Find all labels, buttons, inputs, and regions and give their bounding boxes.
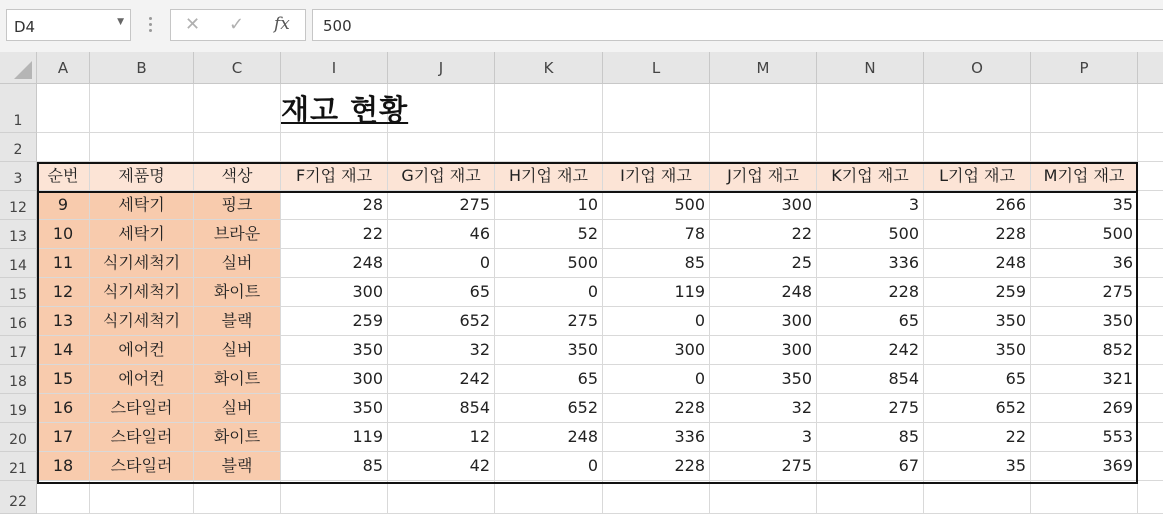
- cell-empty[interactable]: [1031, 481, 1138, 514]
- cell-empty[interactable]: [37, 133, 90, 162]
- row-header-18[interactable]: [0, 365, 37, 394]
- table-data-cell[interactable]: 350: [1031, 307, 1138, 336]
- drag-handle-icon[interactable]: [143, 15, 157, 35]
- table-key-cell[interactable]: 12: [37, 278, 90, 307]
- table-data-cell[interactable]: 35: [1031, 191, 1138, 220]
- row-number: 13: [9, 229, 27, 245]
- row-header-21[interactable]: [0, 452, 37, 481]
- table-data-cell[interactable]: 22: [710, 220, 817, 249]
- table-data-cell[interactable]: 300: [281, 278, 388, 307]
- table-key-cell[interactable]: 10: [37, 220, 90, 249]
- row-header-19[interactable]: [0, 394, 37, 423]
- table-data-cell[interactable]: 35: [924, 452, 1031, 481]
- cell-empty[interactable]: [1138, 133, 1163, 162]
- row-number: 12: [9, 200, 27, 216]
- cancel-icon[interactable]: ✕: [185, 14, 201, 35]
- table-data-cell[interactable]: 248: [281, 249, 388, 278]
- row-number: 1: [13, 113, 23, 129]
- cell-empty[interactable]: [388, 133, 495, 162]
- table-key-cell[interactable]: 세탁기: [90, 191, 194, 220]
- cell-empty[interactable]: [710, 84, 817, 133]
- table-data-cell[interactable]: 0: [388, 249, 495, 278]
- table-data-cell[interactable]: 10: [495, 191, 603, 220]
- cell-empty[interactable]: [1138, 84, 1163, 133]
- cell-empty[interactable]: [603, 133, 710, 162]
- name-box-value: D4: [14, 18, 36, 36]
- cell-empty[interactable]: [603, 84, 710, 133]
- table-data-cell[interactable]: 266: [924, 191, 1031, 220]
- table-key-cell[interactable]: 17: [37, 423, 90, 452]
- cell-empty[interactable]: [1138, 220, 1163, 249]
- table-key-cell[interactable]: 에어컨: [90, 365, 194, 394]
- table-key-cell[interactable]: 16: [37, 394, 90, 423]
- table-data-cell[interactable]: 0: [603, 307, 710, 336]
- cell-empty[interactable]: [90, 481, 194, 514]
- table-data-cell[interactable]: 854: [817, 365, 924, 394]
- table-data-cell[interactable]: 500: [817, 220, 924, 249]
- table-data-cell[interactable]: 500: [1031, 220, 1138, 249]
- cell-empty[interactable]: [817, 133, 924, 162]
- cell-empty[interactable]: [1138, 365, 1163, 394]
- table-data-cell[interactable]: 300: [710, 336, 817, 365]
- column-header-o[interactable]: O: [924, 52, 1031, 84]
- table-data-cell[interactable]: 242: [388, 365, 495, 394]
- table-data-cell[interactable]: 652: [924, 394, 1031, 423]
- table-key-cell[interactable]: 에어컨: [90, 336, 194, 365]
- cell-empty[interactable]: [1138, 162, 1163, 191]
- row-header-15[interactable]: [0, 278, 37, 307]
- cell-empty[interactable]: [194, 84, 281, 133]
- table-data-cell[interactable]: 275: [710, 452, 817, 481]
- table-header-cell[interactable]: 색상: [194, 162, 281, 191]
- cell-empty[interactable]: [1138, 307, 1163, 336]
- table-key-cell[interactable]: 11: [37, 249, 90, 278]
- spreadsheet-grid[interactable]: [0, 52, 1163, 514]
- table-key-cell[interactable]: 실버: [194, 336, 281, 365]
- formula-bar: [0, 0, 1163, 53]
- table-data-cell[interactable]: 269: [1031, 394, 1138, 423]
- table-key-cell[interactable]: 15: [37, 365, 90, 394]
- row-number: 14: [9, 258, 27, 274]
- cell-empty[interactable]: [1138, 278, 1163, 307]
- table-key-cell[interactable]: 9: [37, 191, 90, 220]
- table-data-cell[interactable]: 36: [1031, 249, 1138, 278]
- row-header-13[interactable]: [0, 220, 37, 249]
- table-data-cell[interactable]: 65: [924, 365, 1031, 394]
- cell-empty[interactable]: [90, 133, 194, 162]
- table-data-cell[interactable]: 350: [710, 365, 817, 394]
- column-header-n[interactable]: N: [817, 52, 924, 84]
- table-key-cell[interactable]: 스타일러: [90, 394, 194, 423]
- table-data-cell[interactable]: 3: [817, 191, 924, 220]
- table-key-cell[interactable]: 블랙: [194, 307, 281, 336]
- cell-empty[interactable]: [710, 481, 817, 514]
- column-header-k[interactable]: K: [495, 52, 603, 84]
- table-data-cell[interactable]: 852: [1031, 336, 1138, 365]
- table-header-cell[interactable]: K기업 재고: [817, 162, 924, 191]
- table-data-cell[interactable]: 85: [603, 249, 710, 278]
- cell-empty[interactable]: [90, 84, 194, 133]
- table-data-cell[interactable]: 300: [281, 365, 388, 394]
- cell-empty[interactable]: [194, 481, 281, 514]
- table-data-cell[interactable]: 12: [388, 423, 495, 452]
- table-header-cell[interactable]: L기업 재고: [924, 162, 1031, 191]
- table-data-cell[interactable]: 242: [817, 336, 924, 365]
- table-data-cell[interactable]: 0: [495, 278, 603, 307]
- table-data-cell[interactable]: 275: [388, 191, 495, 220]
- table-data-cell[interactable]: 500: [495, 249, 603, 278]
- table-data-cell[interactable]: 78: [603, 220, 710, 249]
- select-all-button[interactable]: [0, 52, 37, 84]
- cell-empty[interactable]: [37, 84, 90, 133]
- table-key-cell[interactable]: 핑크: [194, 191, 281, 220]
- table-data-cell[interactable]: 350: [281, 336, 388, 365]
- table-data-cell[interactable]: 275: [495, 307, 603, 336]
- table-header-cell[interactable]: 순번: [37, 162, 90, 191]
- table-key-cell[interactable]: 식기세척기: [90, 307, 194, 336]
- cell-empty[interactable]: [281, 133, 388, 162]
- cell-empty[interactable]: [281, 481, 388, 514]
- table-key-cell[interactable]: 스타일러: [90, 452, 194, 481]
- row-number: 3: [13, 171, 23, 187]
- cell-empty[interactable]: [388, 481, 495, 514]
- row-header-17[interactable]: [0, 336, 37, 365]
- cell-empty[interactable]: [1031, 133, 1138, 162]
- table-data-cell[interactable]: 67: [817, 452, 924, 481]
- table-data-cell[interactable]: 52: [495, 220, 603, 249]
- table-data-cell[interactable]: 350: [281, 394, 388, 423]
- table-data-cell[interactable]: 65: [495, 365, 603, 394]
- column-header-c[interactable]: C: [194, 52, 281, 84]
- table-data-cell[interactable]: 228: [817, 278, 924, 307]
- cell-empty[interactable]: [1138, 394, 1163, 423]
- table-data-cell[interactable]: 259: [281, 307, 388, 336]
- cell-empty[interactable]: [194, 133, 281, 162]
- table-header-cell[interactable]: G기업 재고: [388, 162, 495, 191]
- table-key-cell[interactable]: 식기세척기: [90, 278, 194, 307]
- row-number: 20: [9, 432, 27, 448]
- table-data-cell[interactable]: 652: [388, 307, 495, 336]
- table-data-cell[interactable]: 32: [710, 394, 817, 423]
- table-data-cell[interactable]: 350: [924, 307, 1031, 336]
- table-data-cell[interactable]: 275: [817, 394, 924, 423]
- table-header-cell[interactable]: M기업 재고: [1031, 162, 1138, 191]
- table-data-cell[interactable]: 22: [281, 220, 388, 249]
- column-header-q[interactable]: [1138, 52, 1163, 84]
- column-header-i[interactable]: I: [281, 52, 388, 84]
- table-data-cell[interactable]: 248: [924, 249, 1031, 278]
- row-number: 22: [9, 494, 27, 510]
- cell-empty[interactable]: [1138, 481, 1163, 514]
- row-number: 19: [9, 403, 27, 419]
- table-data-cell[interactable]: 85: [817, 423, 924, 452]
- table-data-cell[interactable]: 553: [1031, 423, 1138, 452]
- table-data-cell[interactable]: 300: [603, 336, 710, 365]
- table-data-cell[interactable]: 22: [924, 423, 1031, 452]
- table-key-cell[interactable]: 화이트: [194, 423, 281, 452]
- row-header-1[interactable]: [0, 84, 37, 133]
- row-number: 2: [13, 142, 23, 158]
- cell-empty[interactable]: [710, 133, 817, 162]
- table-data-cell[interactable]: 369: [1031, 452, 1138, 481]
- table-data-cell[interactable]: 65: [817, 307, 924, 336]
- row-header-20[interactable]: [0, 423, 37, 452]
- column-header-p[interactable]: P: [1031, 52, 1138, 84]
- cell-empty[interactable]: [603, 481, 710, 514]
- row-number: 21: [9, 461, 27, 477]
- table-data-cell[interactable]: 350: [924, 336, 1031, 365]
- column-header-m[interactable]: M: [710, 52, 817, 84]
- row-number: 18: [9, 374, 27, 390]
- formula-input[interactable]: [312, 9, 1163, 41]
- cell-empty[interactable]: [817, 481, 924, 514]
- table-key-cell[interactable]: 14: [37, 336, 90, 365]
- cell-empty[interactable]: [495, 133, 603, 162]
- table-data-cell[interactable]: 275: [1031, 278, 1138, 307]
- table-key-cell[interactable]: 브라운: [194, 220, 281, 249]
- table-data-cell[interactable]: 652: [495, 394, 603, 423]
- cell-empty[interactable]: [1138, 249, 1163, 278]
- name-box[interactable]: [6, 9, 131, 41]
- table-header-cell[interactable]: H기업 재고: [495, 162, 603, 191]
- table-key-cell[interactable]: 18: [37, 452, 90, 481]
- table-data-cell[interactable]: 42: [388, 452, 495, 481]
- table-data-cell[interactable]: 500: [603, 191, 710, 220]
- cell-empty[interactable]: [1138, 452, 1163, 481]
- table-data-cell[interactable]: 336: [603, 423, 710, 452]
- table-data-cell[interactable]: 336: [817, 249, 924, 278]
- table-header-cell[interactable]: J기업 재고: [710, 162, 817, 191]
- table-data-cell[interactable]: 65: [388, 278, 495, 307]
- table-data-cell[interactable]: 0: [603, 365, 710, 394]
- table-key-cell[interactable]: 세탁기: [90, 220, 194, 249]
- table-data-cell[interactable]: 119: [603, 278, 710, 307]
- table-data-cell[interactable]: 854: [388, 394, 495, 423]
- cell-empty[interactable]: [1138, 423, 1163, 452]
- table-key-cell[interactable]: 실버: [194, 394, 281, 423]
- table-data-cell[interactable]: 228: [924, 220, 1031, 249]
- table-key-cell[interactable]: 화이트: [194, 278, 281, 307]
- table-header-cell[interactable]: 제품명: [90, 162, 194, 191]
- cell-empty[interactable]: [495, 481, 603, 514]
- cell-empty[interactable]: [924, 84, 1031, 133]
- cell-empty[interactable]: [37, 481, 90, 514]
- table-key-cell[interactable]: 13: [37, 307, 90, 336]
- table-data-cell[interactable]: 248: [710, 278, 817, 307]
- cell-empty[interactable]: [924, 481, 1031, 514]
- column-header-j[interactable]: J: [388, 52, 495, 84]
- table-key-cell[interactable]: 화이트: [194, 365, 281, 394]
- row-header-12[interactable]: [0, 191, 37, 220]
- table-data-cell[interactable]: 300: [710, 307, 817, 336]
- row-header-22[interactable]: [0, 481, 37, 514]
- table-data-cell[interactable]: 28: [281, 191, 388, 220]
- table-data-cell[interactable]: 350: [495, 336, 603, 365]
- table-data-cell[interactable]: 248: [495, 423, 603, 452]
- row-header-2[interactable]: [0, 133, 37, 162]
- table-key-cell[interactable]: 블랙: [194, 452, 281, 481]
- table-data-cell[interactable]: 0: [495, 452, 603, 481]
- cell-empty[interactable]: [817, 84, 924, 133]
- chevron-down-icon[interactable]: ▼: [117, 17, 124, 27]
- enter-icon[interactable]: ✓: [229, 14, 245, 35]
- formula-value: 500: [323, 17, 352, 35]
- row-header-3[interactable]: [0, 162, 37, 191]
- table-data-cell[interactable]: 228: [603, 394, 710, 423]
- row-number: 16: [9, 316, 27, 332]
- row-number: 15: [9, 287, 27, 303]
- table-data-cell[interactable]: 119: [281, 423, 388, 452]
- table-data-cell[interactable]: 259: [924, 278, 1031, 307]
- table-header-cell[interactable]: F기업 재고: [281, 162, 388, 191]
- formula-buttons: [170, 9, 306, 41]
- row-header-14[interactable]: [0, 249, 37, 278]
- table-data-cell[interactable]: 85: [281, 452, 388, 481]
- cell-empty[interactable]: [1138, 336, 1163, 365]
- column-header-l[interactable]: L: [603, 52, 710, 84]
- insert-function-icon[interactable]: fx: [274, 14, 290, 34]
- cell-empty[interactable]: [1138, 191, 1163, 220]
- table-data-cell[interactable]: 3: [710, 423, 817, 452]
- column-header-a[interactable]: A: [37, 52, 90, 84]
- table-header-cell[interactable]: I기업 재고: [603, 162, 710, 191]
- column-header-b[interactable]: B: [90, 52, 194, 84]
- cell-empty[interactable]: [495, 84, 603, 133]
- sheet-title[interactable]: 재고 현황: [281, 93, 409, 127]
- row-number: 17: [9, 345, 27, 361]
- table-data-cell[interactable]: 228: [603, 452, 710, 481]
- table-key-cell[interactable]: 스타일러: [90, 423, 194, 452]
- table-data-cell[interactable]: 321: [1031, 365, 1138, 394]
- cell-empty[interactable]: [1031, 84, 1138, 133]
- table-data-cell[interactable]: 46: [388, 220, 495, 249]
- table-data-cell[interactable]: 25: [710, 249, 817, 278]
- table-key-cell[interactable]: 식기세척기: [90, 249, 194, 278]
- table-key-cell[interactable]: 실버: [194, 249, 281, 278]
- table-data-cell[interactable]: 32: [388, 336, 495, 365]
- row-header-16[interactable]: [0, 307, 37, 336]
- table-data-cell[interactable]: 300: [710, 191, 817, 220]
- cell-empty[interactable]: [924, 133, 1031, 162]
